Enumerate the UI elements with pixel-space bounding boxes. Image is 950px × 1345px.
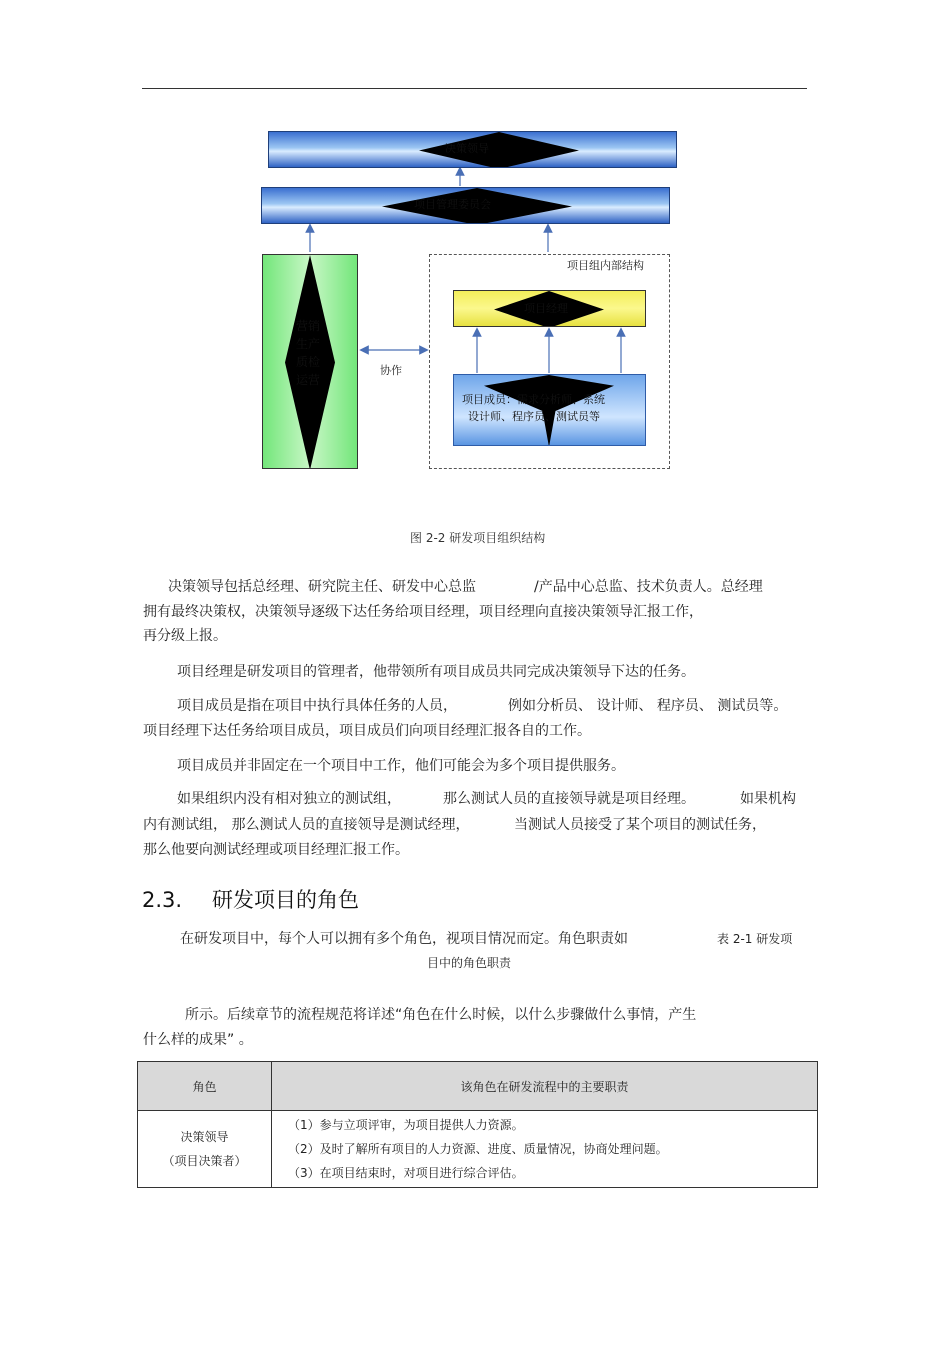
p5-line1c: 如果机构 — [740, 791, 796, 807]
role-note: （项目决策者） — [162, 1154, 247, 1168]
committee-box — [261, 187, 670, 224]
committee-label: 项目管理委员会 — [414, 198, 491, 211]
p4: 项目成员并非固定在一个项目中工作，他们可能会为多个项目提供服务。 — [177, 758, 625, 774]
figure-caption: 图 2-2 研发项目组织结构 — [410, 531, 546, 545]
table-header-role: 角色 — [138, 1062, 272, 1111]
roles-table — [137, 1061, 818, 1188]
section-number: 2.3. — [142, 888, 183, 912]
project-members-box — [453, 374, 646, 446]
cooperate-label: 协作 — [380, 364, 402, 377]
project-manager-box — [453, 290, 646, 327]
p1-line1a: 决策领导包括总经理、研究院主任、研发中心总监 — [168, 579, 476, 595]
p1-line3: 再分级上报。 — [143, 628, 227, 644]
table-cell-duties — [272, 1111, 818, 1188]
p5-line3: 那么他要向测试经理或项目经理汇报工作。 — [143, 842, 409, 858]
table-header-row — [138, 1062, 818, 1111]
project-members-label-line1: 项目成员：需求分析师、系统 — [462, 393, 605, 406]
table-cell-role — [138, 1111, 272, 1188]
p5-line2a: 内有测试组， 那么测试人员的直接领导是测试经理， — [143, 817, 470, 833]
p5-line1a: 如果组织内没有相对独立的测试组， — [177, 791, 401, 807]
p5-line1b: 那么测试人员的直接领导就是项目经理。 — [443, 791, 695, 807]
table-row — [138, 1111, 818, 1188]
section-text-line3: 所示。后续章节的流程规范将详述“角色在什么时候，以什么步骤做什么事情，产生 — [185, 1007, 697, 1023]
duty-item: （3）在项目结束时，对项目进行综合评估。 — [288, 1166, 524, 1180]
departments-box — [262, 254, 358, 469]
p3-line2: 项目经理下达任务给项目成员，项目成员们向项目经理汇报各自的工作。 — [143, 723, 591, 739]
department-marketing: 营销 — [296, 319, 321, 333]
duty-item: （2）及时了解所有项目的人力资源、进度、质量情况，协商处理问题。 — [288, 1142, 668, 1156]
project-manager-label: 项目经理 — [524, 302, 568, 315]
p5-line2b: 当测试人员接受了某个项目的测试任务， — [514, 817, 766, 833]
p1-line1b: /产品中心总监、技术负责人。总经理 — [534, 579, 763, 595]
department-production: 生产 — [296, 337, 321, 351]
role-name: 决策领导 — [180, 1130, 229, 1144]
org-structure-diagram — [0, 0, 950, 520]
section-text-line4: 什么样的成果” 。 — [143, 1032, 253, 1048]
section-title: 研发项目的角色 — [212, 888, 359, 912]
project-group-label: 项目组内部结构 — [567, 259, 644, 272]
department-operations: 运营 — [296, 373, 321, 387]
p3-line1a: 项目成员是指在项目中执行具体任务的人员， — [177, 698, 457, 714]
p2: 项目经理是研发项目的管理者，他带领所有项目成员共同完成决策领导下达的任务。 — [177, 664, 695, 680]
decision-leader-box — [268, 131, 677, 168]
section-text-line2: 目中的角色职责 — [427, 956, 512, 970]
duty-item: （1）参与立项评审，为项目提供人力资源。 — [288, 1118, 524, 1132]
decision-leader-label: 决策领导 — [445, 142, 489, 155]
section-text-line1a: 在研发项目中，每个人可以拥有多个角色，视项目情况而定。角色职责如 — [180, 931, 628, 947]
p1-line2: 拥有最终决策权，决策领导逐级下达任务给项目经理，项目经理向直接决策领导汇报工作， — [143, 604, 703, 620]
table-header-duties: 该角色在研发流程中的主要职责 — [272, 1062, 818, 1111]
project-members-label-line2: 设计师、程序员、测试员等 — [468, 410, 600, 423]
department-qc: 质检 — [296, 355, 321, 369]
section-text-line1b: 表 2-1 研发项 — [717, 932, 793, 946]
p3-line1b: 例如分析员、 设计师、 程序员、 测试员等。 — [508, 698, 788, 714]
section-heading — [142, 884, 359, 914]
